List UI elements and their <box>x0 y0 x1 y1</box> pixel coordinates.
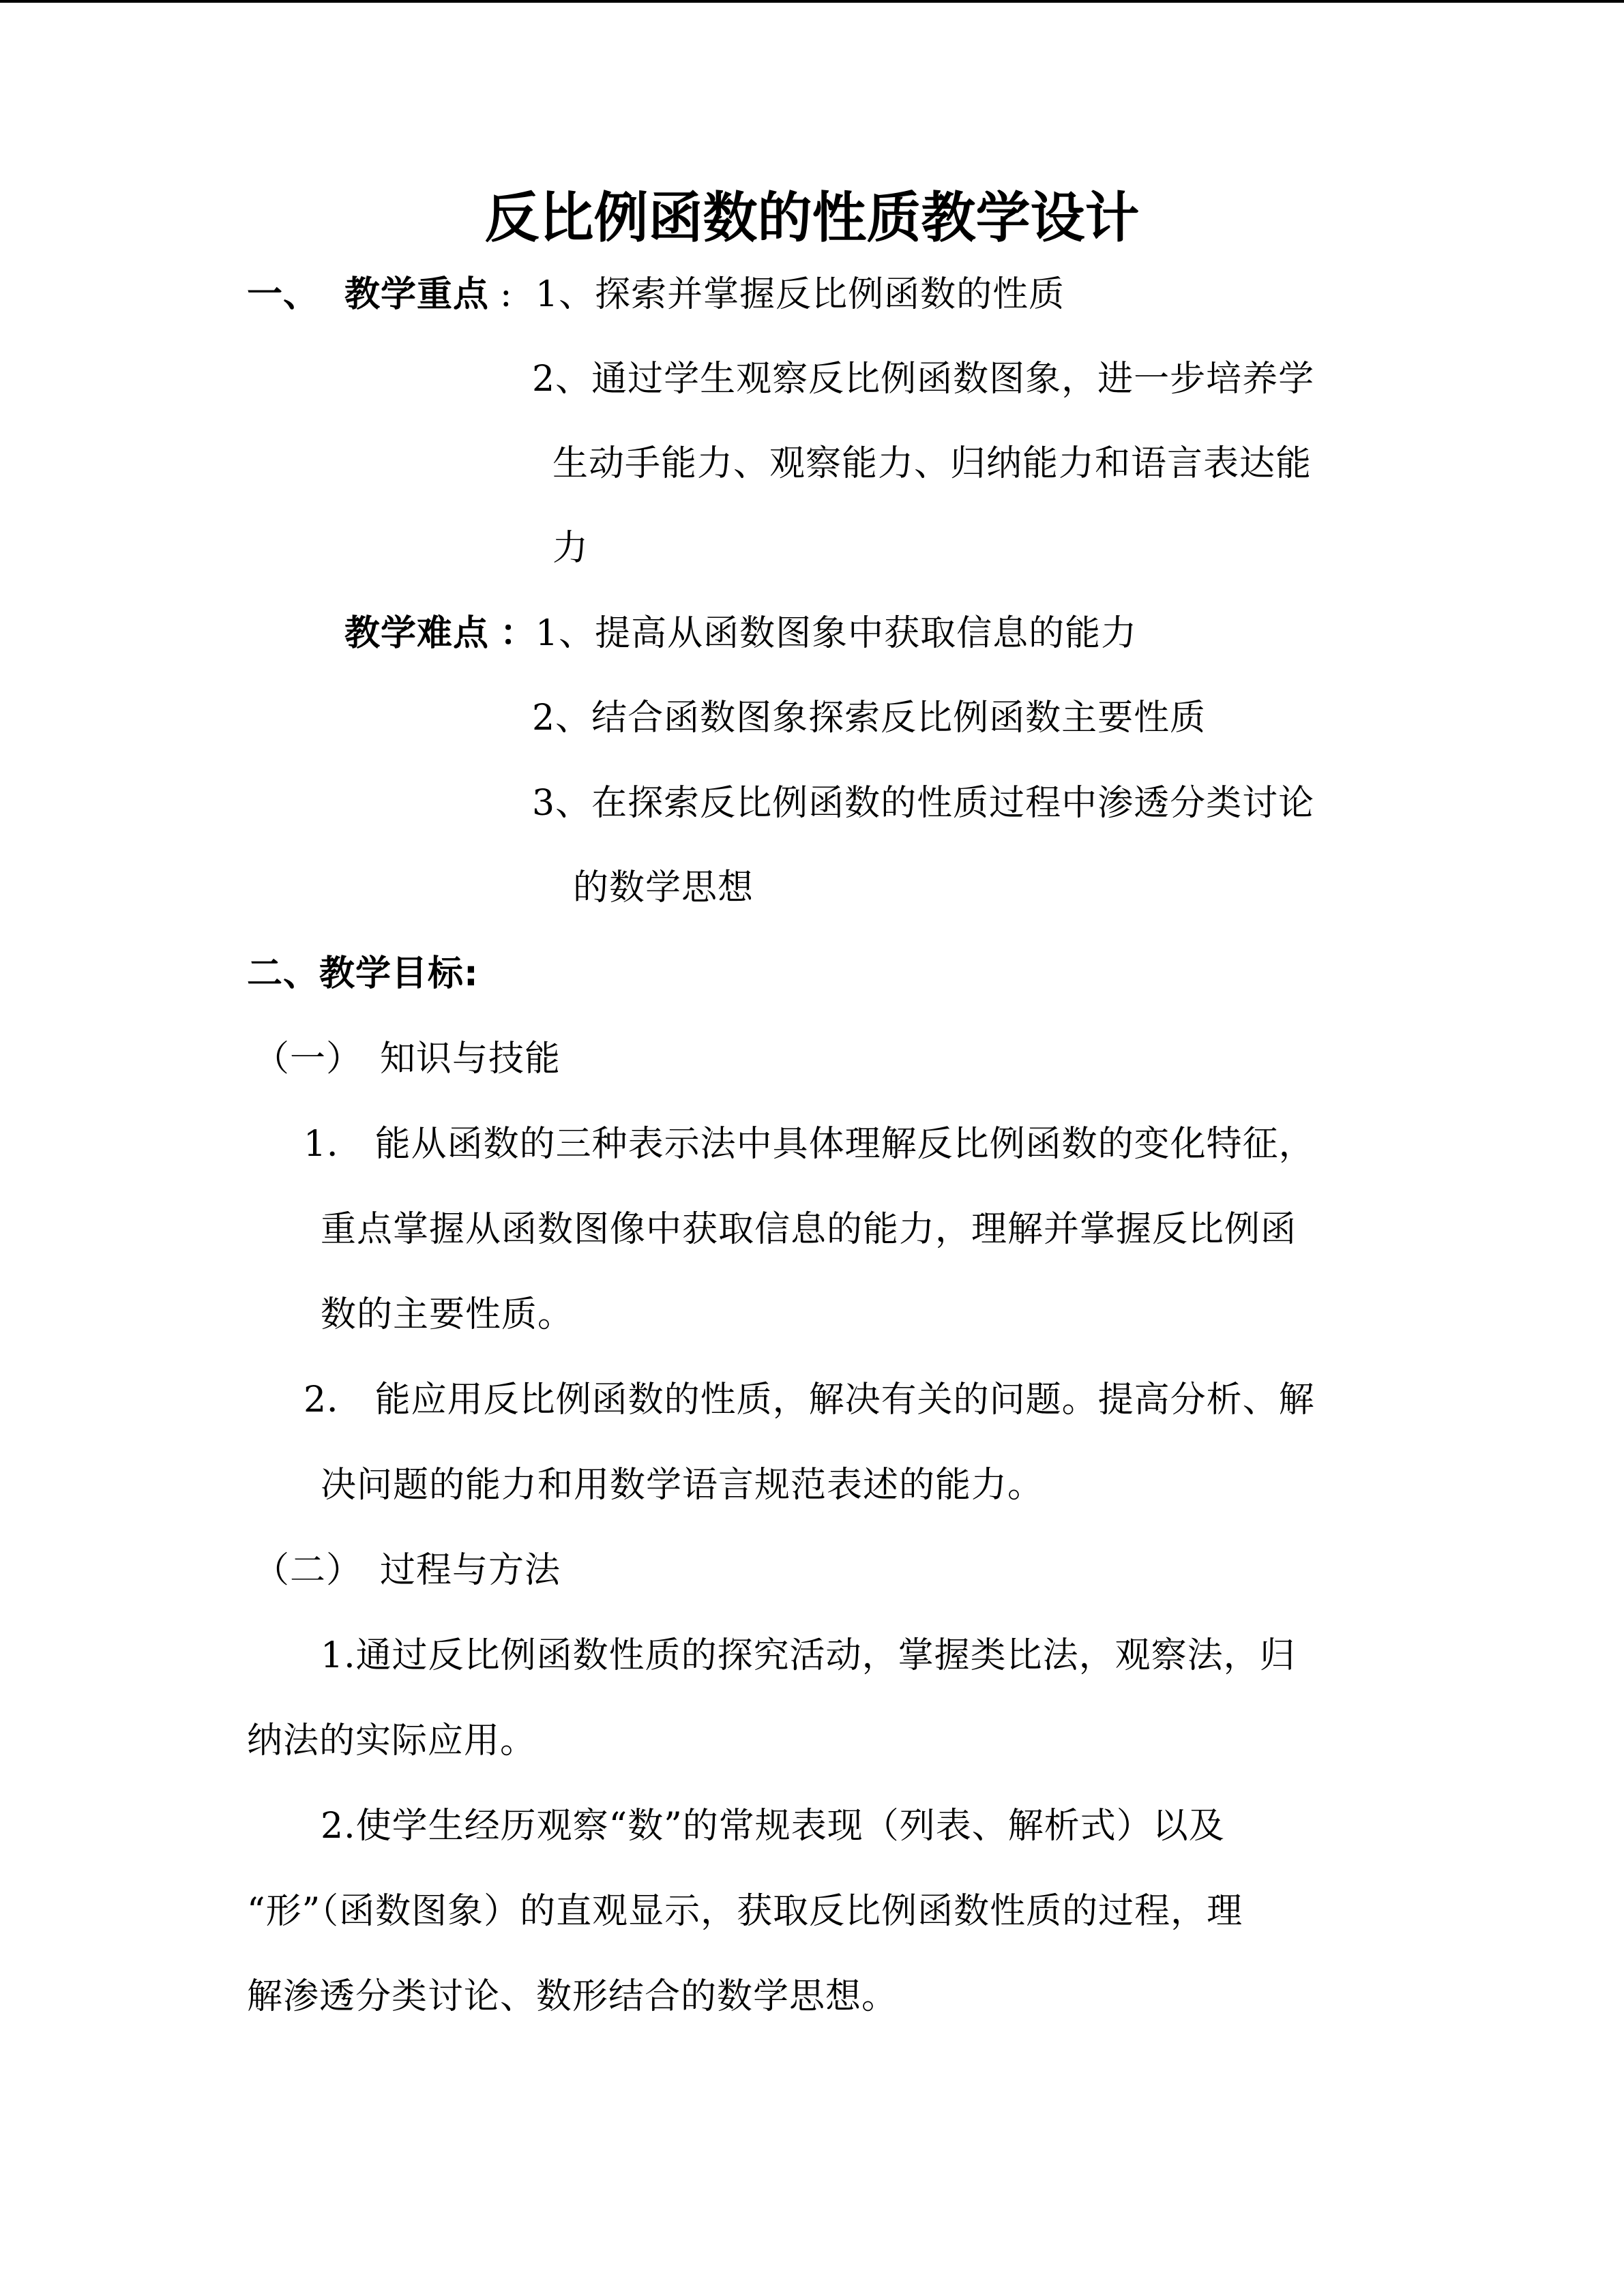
sub2-item-2-cont: “形”（函数图象）的直观显示，获取反比例函数性质的过程，理 <box>247 1891 1243 1932</box>
difficulty-item-3: 3、在探索反比例函数的性质过程中渗透分类讨论 <box>532 783 1315 824</box>
sub2-item-2-end: 解渗透分类讨论、数形结合的数学思想。 <box>247 1976 898 2017</box>
sub2-label: 过程与方法 <box>380 1550 561 1591</box>
sub1-item-1-end: 数的主要性质。 <box>321 1294 574 1335</box>
difficulty-item-1: 1、提高从函数图象中获取信息的能力 <box>535 613 1138 654</box>
sub2-item-1: 1.通过反比例函数性质的探究活动，掌握类比法，观察法，归 <box>321 1635 1296 1676</box>
focus-item-1: 1、探索并掌握反比例函数的性质 <box>535 274 1065 315</box>
focus-item-2-cont: 生动手能力、观察能力、归纳能力和语言表达能 <box>552 443 1312 484</box>
difficulty-colon: ： <box>500 613 537 654</box>
focus-label: 教学重点 <box>344 274 490 315</box>
sub1-item-1-cont: 重点掌握从函数图像中获取信息的能力，理解并掌握反比例函 <box>321 1209 1297 1250</box>
sub1-item-1: 1． 能从函数的三种表示法中具体理解反比例函数的变化特征， <box>304 1124 1315 1165</box>
sub2-marker: （二） <box>254 1550 363 1591</box>
sub1-label: 知识与技能 <box>380 1039 561 1079</box>
section2-heading: 二、教学目标: <box>247 953 479 994</box>
difficulty-item-2: 2、结合函数图象探索反比例函数主要性质 <box>532 698 1207 739</box>
difficulty-item-3-cont: 的数学思想 <box>573 867 754 908</box>
section1-number: 一、 <box>247 274 320 315</box>
focus-colon: : <box>500 274 513 315</box>
sub1-item-2-cont: 决问题的能力和用数学语言规范表述的能力。 <box>321 1465 1044 1506</box>
sub2-item-1-cont: 纳法的实际应用。 <box>247 1720 537 1761</box>
document-title: 反比例函数的性质教学设计 <box>484 186 1140 250</box>
focus-item-2: 2、通过学生观察反比例函数图象，进一步培养学 <box>532 359 1315 400</box>
sub2-item-2: 2.使学生经历观察“数”的常规表现（列表、解析式）以及 <box>321 1806 1225 1847</box>
difficulty-label: 教学难点 <box>344 613 490 654</box>
sub1-item-2: 2． 能应用反比例函数的性质，解决有关的问题。提高分析、解 <box>304 1380 1315 1420</box>
sub1-marker: （一） <box>254 1039 363 1079</box>
focus-item-2-end: 力 <box>552 528 589 569</box>
